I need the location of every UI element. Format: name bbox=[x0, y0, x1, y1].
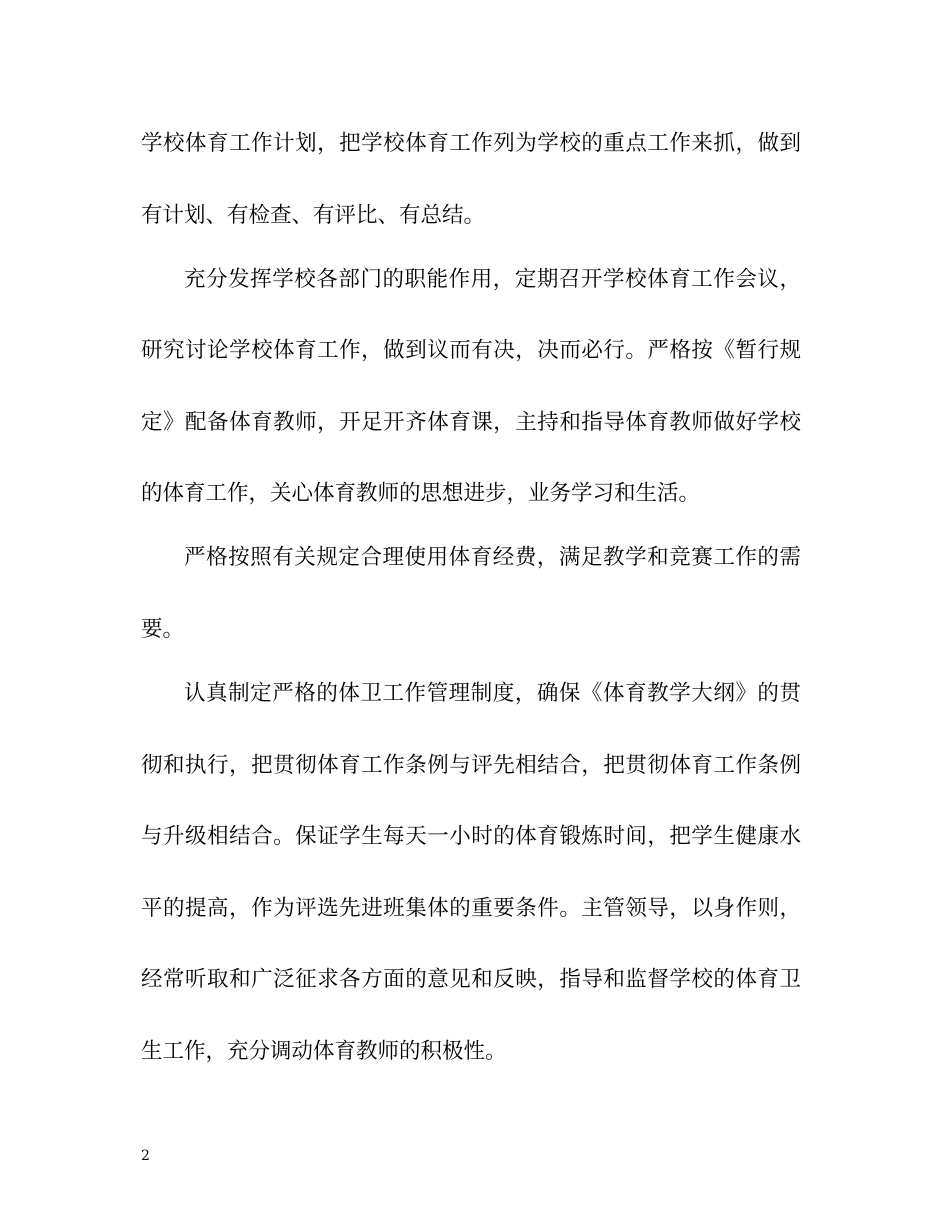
text-line: 彻和执行，把贯彻体育工作条例与评先相结合，把贯彻体育工作条例 bbox=[141, 753, 801, 778]
paragraph-first-line: 认真制定严格的体卫工作管理制度，确保《体育教学大纲》的贯 bbox=[184, 681, 801, 706]
text-line: 定》配备体育教师，开足开齐体育课，主持和指导体育教师做好学校 bbox=[141, 410, 801, 435]
text-line: 有计划、有检查、有评比、有总结。 bbox=[141, 203, 486, 228]
text-line: 与升级相结合。保证学生每天一小时的体育锻炼时间，把学生健康水 bbox=[141, 824, 801, 849]
text-line: 平的提高，作为评选先进班集体的重要条件。主管领导，以身作则， bbox=[141, 896, 801, 921]
paragraph-first-line: 严格按照有关规定合理使用体育经费，满足教学和竞赛工作的需 bbox=[184, 545, 801, 570]
text-line: 学校体育工作计划，把学校体育工作列为学校的重点工作来抓，做到 bbox=[141, 131, 801, 156]
text-line: 要。 bbox=[141, 617, 185, 642]
text-line: 生工作，充分调动体育教师的积极性。 bbox=[141, 1039, 507, 1064]
text-line: 研究讨论学校体育工作，做到议而有决，决而必行。严格按《暂行规 bbox=[141, 338, 801, 363]
paragraph-first-line: 充分发挥学校各部门的职能作用，定期召开学校体育工作会议， bbox=[184, 267, 801, 292]
page-number: 2 bbox=[141, 1148, 150, 1164]
text-line: 经常听取和广泛征求各方面的意见和反映，指导和监督学校的体育卫 bbox=[141, 967, 801, 992]
text-line: 的体育工作，关心体育教师的思想进步，业务学习和生活。 bbox=[141, 481, 701, 506]
